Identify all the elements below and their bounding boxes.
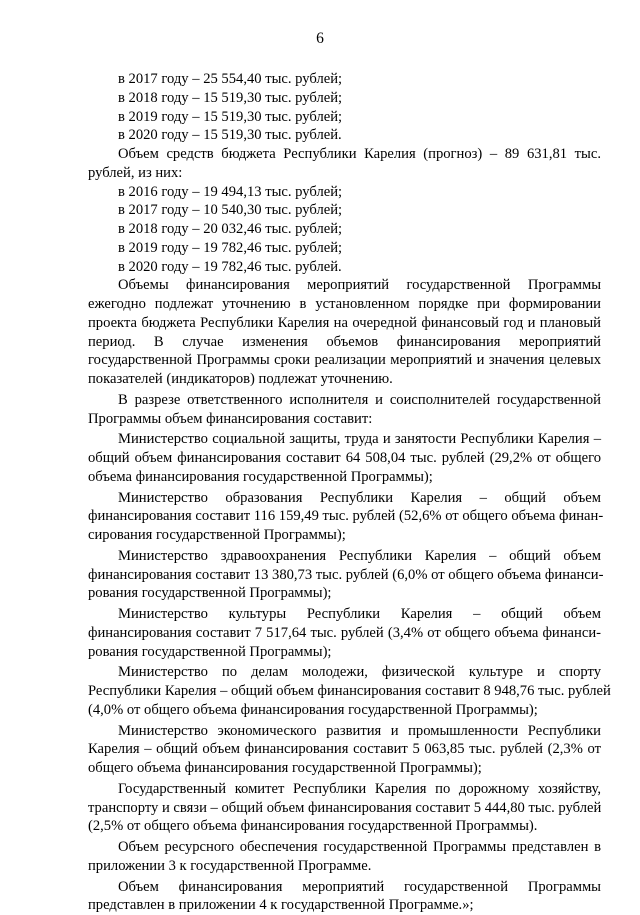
text-line: финансирования составит 13 380,73 тыс. рублей (6,0% от общего объема финанси- [88,566,604,583]
text-line: Министерство здравоохранения Республики Карелия – общий объем [118,547,601,564]
text-line: В разрезе ответственного исполнителя и соисполнителей государственной [118,391,601,408]
text-line: рования государственной Программы); [88,643,332,660]
text-line: в 2020 году – 15 519,30 тыс. рублей. [118,127,342,144]
text-line: объема финансирования государственной Программы); [88,468,433,485]
text-line: в 2017 году – 10 540,30 тыс. рублей; [118,202,343,219]
text-line: представлен в приложении 4 к государственной Программе.»; [88,897,474,914]
text-line: финансирования составит 7 517,64 тыс. рублей (3,4% от общего объема финанси- [88,624,601,641]
text-line: сирования государственной Программы); [88,527,346,543]
text-line: период. В случае изменения объемов финансирования мероприятий [88,333,601,350]
text-line: рублей, из них: [88,164,183,181]
text-line: Объемы финансирования мероприятий государственной Программы [118,277,601,294]
text-line: Министерство экономического развития и промышленности Республики [118,722,601,739]
document-body [88,70,611,915]
text-line: в 2019 году – 15 519,30 тыс. рублей; [118,108,343,125]
text-line: приложении 3 к государственной Программе. [88,857,372,874]
text-line: Министерство образования Республики Карелия – общий объем [118,489,601,506]
text-line: в 2018 году – 20 032,46 тыс. рублей; [118,221,343,237]
text-line: Республики Карелия – общий объем финансирования составит 8 948,76 тыс. рублей [88,683,611,699]
text-line: финансирования составит 116 159,49 тыс. рублей (52,6% от общего объема финан- [88,508,604,525]
text-line: Государственный комитет Республики Карелия по дорожному хозяйству, [118,780,601,797]
text-line: транспорту и связи – общий объем финансирования составит 5 444,80 тыс. рублей [88,799,602,816]
text-line: показателей (индикаторов) подлежат уточнению. [88,371,393,387]
text-line: в 2017 году – 25 554,40 тыс. рублей; [118,71,343,87]
text-line: государственной Программы сроки реализации мероприятий и значения целевых [88,352,601,369]
text-line: Министерство по делам молодежи, физической культуре и спорту [118,664,601,681]
text-line: рования государственной Программы); [88,585,332,602]
text-line: общий объем финансирования составит 64 508,04 тыс. рублей (29,2% от общего [88,450,601,466]
text-line: Программы объем финансирования составит: [88,410,373,427]
text-line: Министерство социальной защиты, труда и занятости Республики Карелия – [118,431,601,448]
text-line: общего объема финансирования государственной Программы); [88,760,482,776]
text-line: Карелия – общий объем финансирования составит 5 063,85 тыс. рублей (2,3% от [88,741,601,758]
text-line: (2,5% от общего объема финансирования государственной Программы). [88,818,538,835]
text-line: Объем финансирования мероприятий государственной Программы [118,878,601,895]
text-line: (4,0% от общего объема финансирования государственной Программы); [88,701,538,718]
text-line: проекта бюджета Республики Карелия на очередной финансовый год и плановый [88,314,601,331]
text-line: в 2016 году – 19 494,13 тыс. рублей; [118,183,343,200]
text-line: Объем средств бюджета Республики Карелия (прогноз) – 89 631,81 тыс. [118,146,601,162]
text-line: в 2020 году – 19 782,46 тыс. рублей. [118,258,342,275]
page-number: 6 [316,30,324,47]
text-line: Объем ресурсного обеспечения государственной Программы представлен в [118,839,601,855]
text-line: в 2019 году – 19 782,46 тыс. рублей; [118,239,343,256]
text-line: ежегодно подлежат уточнению в установленном порядке при формировании [88,296,601,312]
text-line: Министерство культуры Республики Карелия – общий объем [118,606,601,622]
text-line: в 2018 году – 15 519,30 тыс. рублей; [118,89,343,106]
